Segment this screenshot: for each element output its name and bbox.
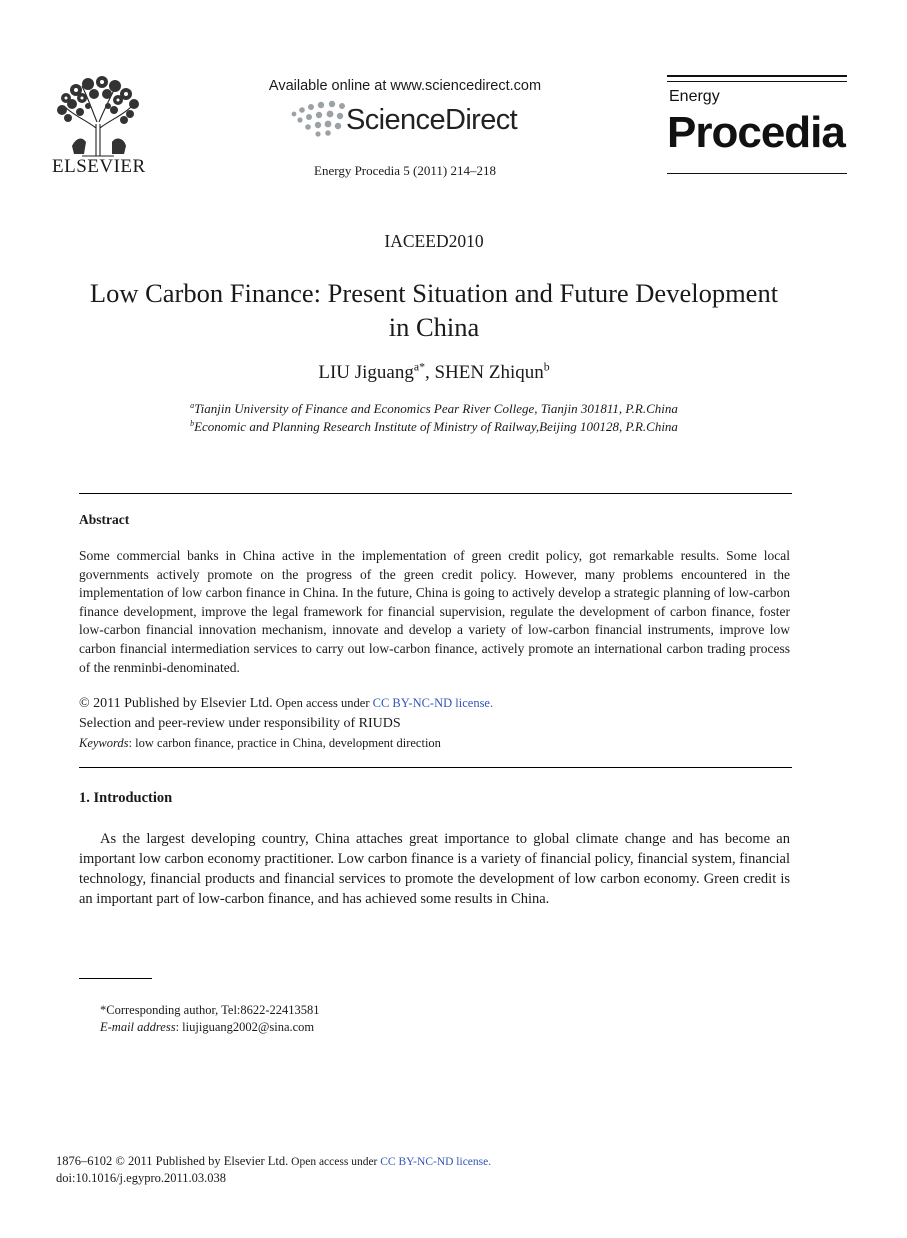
open-access-text: Open access under [288, 1156, 381, 1168]
affiliation-text: Economic and Planning Research Institute of Ministry of Railway,Beijing 100128, P.R.China [194, 419, 678, 434]
copyright-text: © 2011 Published by Elsevier Ltd. [79, 696, 273, 711]
author-affil-mark: b [543, 360, 550, 374]
procedia-wordmark: Procedia [667, 108, 845, 157]
intro-body: As the largest developing country, China attaches great importance to global climate change and has become an important low carbon economy practitioner. Low carbon finance is a variety of financial policy, financial system, financial technology, financial products and financial services to promote the development of low carbon economy. Green credit is an important part of low-carbon finance, and has achieved some results in China. [79, 831, 790, 907]
abstract-heading: Abstract [79, 512, 130, 527]
license-link[interactable]: CC BY-NC-ND license. [380, 1156, 492, 1168]
license-link[interactable]: CC BY-NC-ND license. [372, 696, 494, 710]
email-note [100, 1020, 314, 1035]
affiliation-mark: b [190, 418, 195, 428]
affiliation-text: Tianjin University of Finance and Economics Pear River College, Tianjin 301811, P.R.China [194, 401, 678, 416]
author-affil-mark: a* [413, 360, 425, 374]
keywords-text: : low carbon finance, practice in China, development direction [128, 736, 441, 750]
email-label: E-mail address [100, 1020, 176, 1034]
procedia-bottom-rule [667, 173, 847, 174]
conference-name: IACEED2010 [384, 231, 484, 251]
email-address: : liujiguang2002@sina.com [175, 1020, 315, 1034]
keywords-line [79, 736, 441, 751]
divider [79, 493, 792, 494]
procedia-top-thin-rule [667, 81, 847, 82]
abstract-body: Some commercial banks in China active in the implementation of green credit policy, got remarkable results. Some local governments actively promote on the progress of the green credit policy. However, many problems encountered in the implementation of low carbon finance in China. In the future, China is going to actively develop a strategic planning of low-carbon finance development, improve the legal framework for financial supervision, regulate the development of carbon finance, foster low-carbon financial innovation mechanism, innovate and develop a variety of low-carbon financial instruments, improve low carbon financial intermediation services to carry out low-carbon finance, actively promote an international carbon trading process of the renminbi-denominated. [79, 548, 790, 675]
elsevier-wordmark: ELSEVIER [52, 156, 146, 177]
sciencedirect-wordmark: ScienceDirect [346, 104, 518, 136]
corresponding-author-note: *Corresponding author, Tel:8622-22413581 [100, 1003, 320, 1017]
energy-procedia-logo [667, 75, 847, 175]
procedia-energy-word: Energy [669, 88, 720, 105]
paper-title: Low Carbon Finance: Present Situation and Future Development in China [89, 278, 779, 342]
author-name: SHEN Zhiqun [434, 362, 544, 383]
copyright-line [79, 696, 493, 712]
doi-line: doi:10.1016/j.egypro.2011.03.038 [56, 1171, 227, 1185]
open-access-text: Open access under [272, 696, 373, 710]
journal-reference: Energy Procedia 5 (2011) 214–218 [314, 163, 496, 178]
affiliation-mark: a [190, 400, 195, 410]
selection-note: Selection and peer-review under responsibility of RIUDS [79, 716, 401, 731]
affiliation [0, 419, 868, 435]
issn-text: 1876–6102 © 2011 Published by Elsevier Ltd. [56, 1154, 289, 1168]
elsevier-logo [52, 76, 144, 176]
author-name: LIU Jiguang [318, 362, 414, 383]
affiliation [0, 401, 868, 417]
sciencedirect-logo [288, 98, 528, 142]
elsevier-tree-icon [52, 76, 144, 158]
author-list [0, 362, 868, 384]
footnote-rule [79, 978, 152, 979]
keywords-label: Keywords [79, 736, 129, 750]
sciencedirect-dots-icon [288, 100, 348, 138]
divider [79, 767, 792, 768]
available-online: Available online at www.sciencedirect.com [268, 78, 542, 94]
issn-line [56, 1154, 491, 1169]
author-separator: , [424, 362, 435, 383]
procedia-top-rule [667, 75, 847, 77]
section-heading: 1. Introduction [79, 790, 173, 806]
